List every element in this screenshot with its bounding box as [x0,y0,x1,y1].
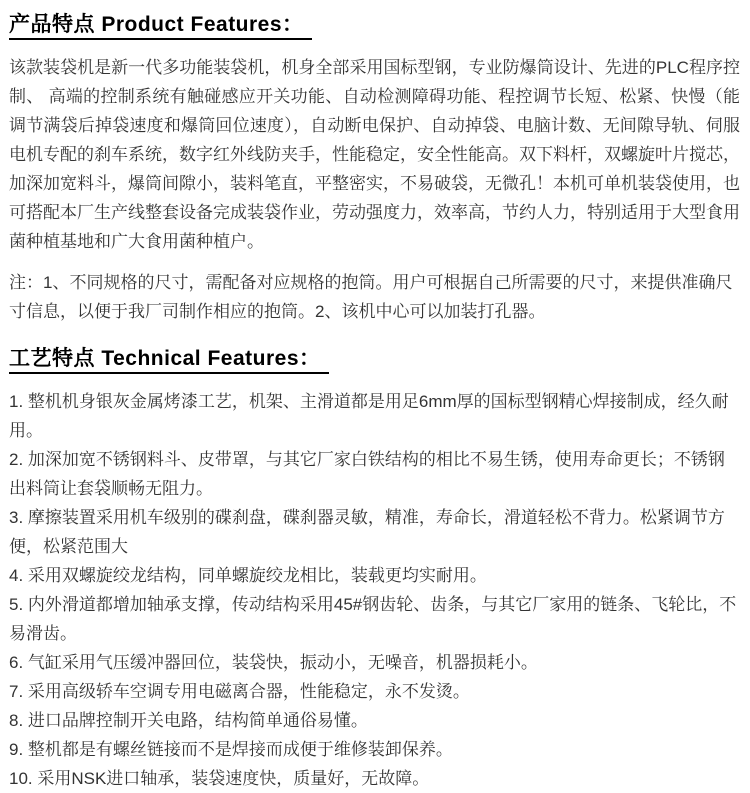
technical-feature-item-4: 4. 采用双螺旋绞龙结构，同单螺旋绞龙相比，装载更均实耐用。 [9,566,487,585]
product-features-paragraph: 该款装袋机是新一代多功能装袋机，机身全部采用国标型钢，专业防爆筒设计、先进的PLC程序控制、 高端的控制系统有触碰感应开关功能、自动检测障碍功能、程控调节长短、松紧、快慢（能调节满袋后掉袋速度和爆筒回位速度），自动断电保护、自动掉袋、电脑计数、无间隙导轨、伺服电机专配的刹车系统，数字红外线防夹手，性能稳定，安全性能高。双下料杆，双螺旋叶片搅芯，加深加宽料斗，爆筒间隙小，装料笔直，平整密实，不易破袋，无微孔！本机可单机装袋使用，也可搭配本厂生产线整套设备完成装袋作业，劳动强度力，效率高，节约人力，特别适用于大型食用菌种植基地和广大食用菌种植户。 [9,58,740,251]
technical-feature-item-3: 3. 摩擦装置采用机车级别的碟刹盘，碟刹器灵敏，精准，寿命长，滑道轻松不背力。松紧调节方便，松紧范围大 [9,508,725,556]
technical-feature-item-8: 8. 进口品牌控制开关电路，结构简单通俗易懂。 [9,711,368,730]
technical-feature-item-5: 5. 内外滑道都增加轴承支撑，传动结构采用45#钢齿轮、齿条，与其它厂家用的链条、飞轮比，不易滑齿。 [9,595,737,643]
technical-features-heading-row [9,342,740,387]
technical-feature-item-6: 6. 气缸采用气压缓冲器回位，装袋快，振动小，无噪音，机器损耗小。 [9,653,538,672]
product-features-heading-row [9,8,740,53]
technical-features-heading: 工艺特点 Technical Features： [9,346,329,374]
technical-feature-item-1: 1. 整机机身银灰金属烤漆工艺，机架、主滑道都是用足6mm厚的国标型钢精心焊接制成，经久耐用。 [9,392,729,440]
product-features-heading: 产品特点 Product Features： [9,12,312,40]
technical-feature-item-2: 2. 加深加宽不锈钢料斗、皮带罩，与其它厂家白铁结构的相比不易生锈，使用寿命更长；不锈钢出料筒让套袋顺畅无阻力。 [9,450,725,498]
technical-feature-item-9: 9. 整机都是有螺丝链接而不是焊接而成便于维修装卸保养。 [9,740,453,759]
technical-features-list [9,387,740,793]
technical-feature-item-10: 10. 采用NSK进口轴承，装袋速度快，质量好，无故障。 [9,769,430,788]
product-features-note: 注：1、不同规格的尺寸，需配备对应规格的抱筒。用户可根据自己所需要的尺寸，来提供准确尺寸信息，以便于我厂司制作相应的抱筒。2、该机中心可以加装打孔器。 [9,273,733,321]
technical-feature-item-7: 7. 采用高级轿车空调专用电磁离合器，性能稳定，永不发烫。 [9,682,470,701]
